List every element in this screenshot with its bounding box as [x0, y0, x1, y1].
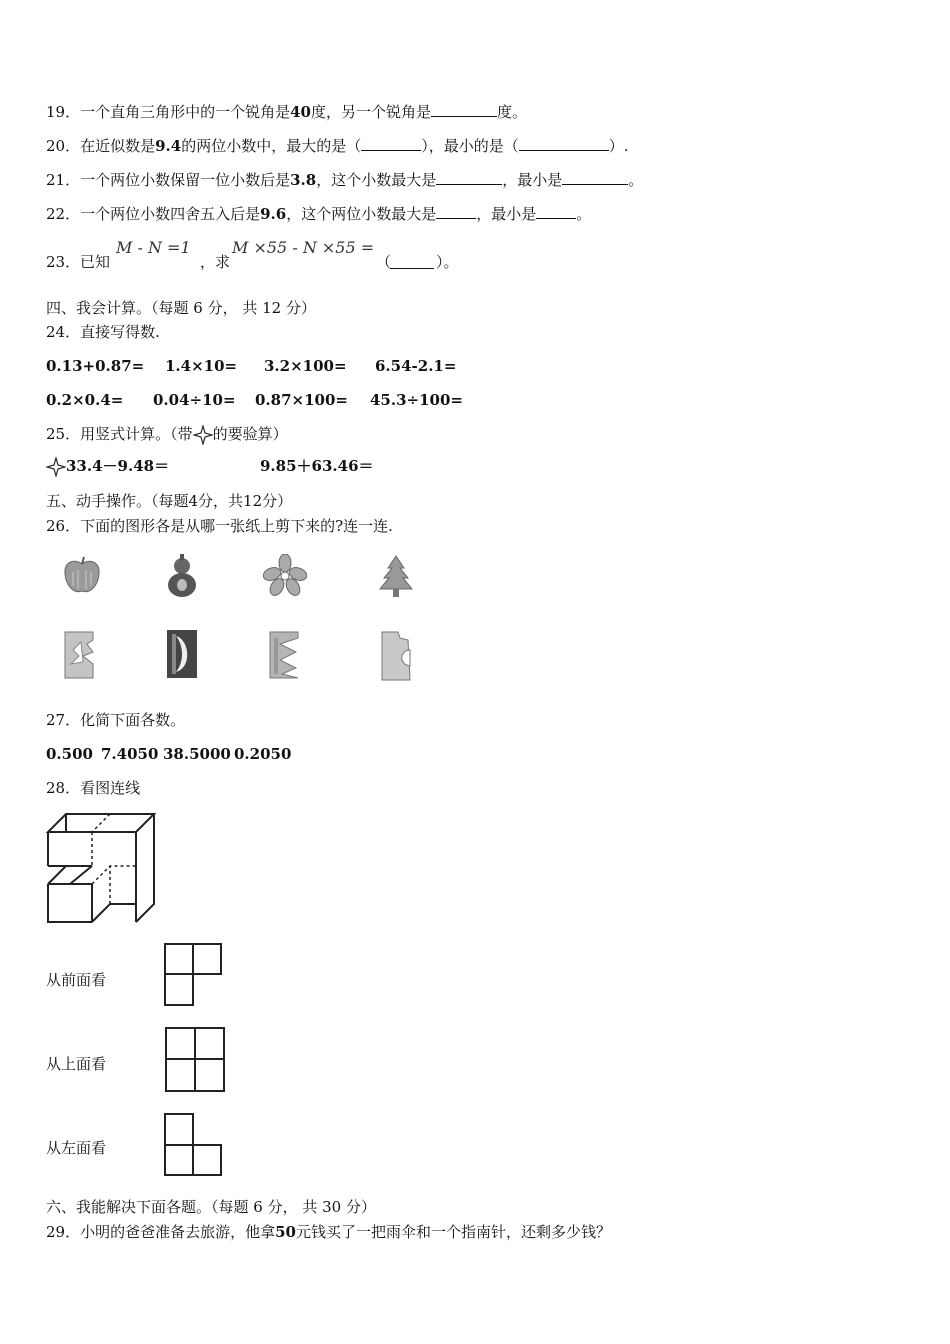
front-view-label: 从前面看 — [46, 971, 107, 989]
calc-item: 0.04÷10= — [153, 391, 236, 409]
answer-blank — [431, 102, 497, 117]
question-number: 19． — [46, 103, 81, 121]
calc-item: 6.54-2.1= — [375, 357, 457, 375]
star-icon — [193, 425, 213, 445]
math-expression-given: M - N =1 — [116, 238, 191, 257]
question-number: 20． — [46, 137, 81, 155]
question-number: 22． — [46, 205, 81, 223]
calc-item: 0.2×0.4= — [46, 391, 124, 409]
number-item: 7.4050 — [101, 745, 159, 763]
calc-item: 45.3÷100= — [370, 391, 463, 409]
star-icon — [46, 457, 66, 477]
left-view-label: 从左面看 — [46, 1139, 107, 1157]
calc-item: 3.2×100= — [264, 357, 347, 375]
question-20: 20．在近似数是9.4的两位小数中，最大的是（ ），最小的是（ ）. — [46, 137, 629, 155]
answer-blank — [519, 136, 609, 151]
left-view-figure[interactable] — [163, 1112, 225, 1178]
vertical-calc-1: 33.4－9.48＝ — [46, 456, 169, 477]
question-27-title: 27．化简下面各数。 — [46, 711, 186, 729]
paper-piece-2-icon[interactable] — [164, 628, 200, 680]
tree-shape-icon[interactable] — [378, 554, 414, 598]
paper-piece-1-icon[interactable] — [63, 630, 97, 680]
calc-item: 0.13+0.87= — [46, 357, 145, 375]
cube-stack-figure — [44, 810, 160, 928]
answer-blank — [562, 170, 628, 185]
number-item: 0.2050 — [234, 745, 292, 763]
question-number: 21． — [46, 171, 81, 189]
math-expression-target: M ×55 - N ×55 = — [232, 238, 375, 257]
question-29: 29．小明的爸爸准备去旅游，他拿50元钱买了一把雨伞和一个指南针，还剩多少钱？ — [46, 1223, 611, 1241]
question-19: 19．一个直角三角形中的一个锐角是40度，另一个锐角是 度。 — [46, 103, 528, 121]
paper-piece-4-icon[interactable] — [380, 630, 414, 682]
section-4-heading: 四、我会计算。（每题 6 分， 共 12 分） — [46, 299, 316, 317]
question-21: 21．一个两位小数保留一位小数后是3.8，这个小数最大是 ，最小是 。 — [46, 171, 644, 189]
flower-shape-icon[interactable] — [263, 554, 307, 596]
question-25-title: 25．用竖式计算。（带 的要验算） — [46, 425, 288, 443]
top-view-figure[interactable] — [164, 1026, 228, 1094]
calc-item: 1.4×10= — [165, 357, 238, 375]
gourd-shape-icon[interactable] — [164, 552, 200, 600]
answer-blank — [436, 170, 502, 185]
vertical-calc-2: 9.85＋63.46＝ — [260, 457, 374, 475]
question-26-title: 26．下面的图形各是从哪一张纸上剪下来的?连一连. — [46, 517, 393, 535]
question-24-title: 24．直接写得数. — [46, 323, 160, 341]
paper-piece-3-icon[interactable] — [268, 630, 302, 680]
answer-blank — [536, 204, 576, 219]
question-22: 22．一个两位小数四舍五入后是9.6，这个两位小数最大是 ，最小是 。 — [46, 205, 592, 223]
section-6-heading: 六、我能解决下面各题。（每题 6 分， 共 30 分） — [46, 1198, 376, 1216]
calc-item: 0.87×100= — [255, 391, 348, 409]
answer-blank — [390, 254, 434, 269]
front-view-figure[interactable] — [163, 942, 225, 1008]
number-item: 38.5000 — [163, 745, 231, 763]
answer-blank — [436, 204, 476, 219]
apple-shape-icon[interactable] — [60, 554, 104, 598]
section-5-heading: 五、动手操作。（每题4分，共12分） — [46, 492, 293, 510]
number-item: 0.500 — [46, 745, 93, 763]
question-number: 29． — [46, 1223, 81, 1241]
question-28-title: 28．看图连线 — [46, 779, 141, 797]
question-number: 23． — [46, 253, 81, 271]
answer-blank — [361, 136, 421, 151]
top-view-label: 从上面看 — [46, 1055, 107, 1073]
